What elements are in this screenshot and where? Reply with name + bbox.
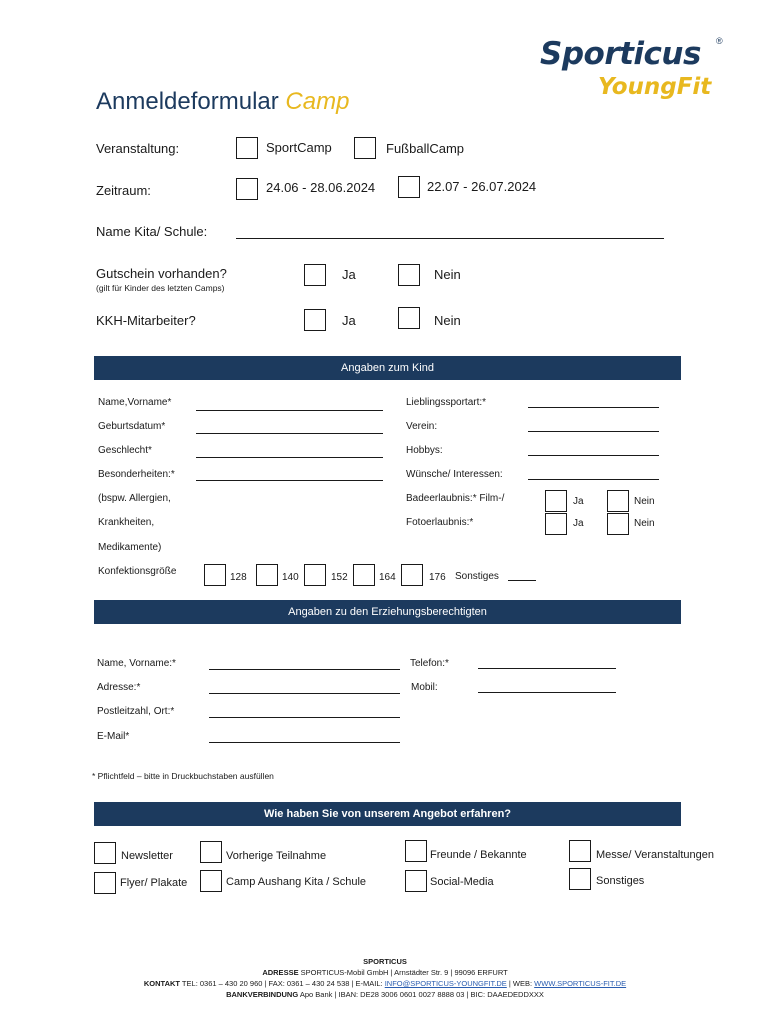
- swim-label: Badeerlaubnis:* Film-/: [406, 493, 505, 504]
- school-label: Name Kita/ Schule:: [96, 224, 208, 239]
- parent-zip-label: Postleitzahl, Ort:*: [97, 706, 175, 717]
- source-fair-checkbox[interactable]: [569, 840, 591, 862]
- event-label: Veranstaltung:: [96, 141, 180, 156]
- parent-address-label: Adresse:*: [97, 682, 141, 693]
- source-fair-label: Messe/ Veranstaltungen: [596, 849, 715, 861]
- parent-mobile-field[interactable]: [478, 692, 616, 693]
- parent-phone-field[interactable]: [478, 668, 616, 669]
- child-name-field[interactable]: [196, 410, 383, 411]
- child-hobbies-label: Hobbys:: [406, 445, 443, 456]
- child-wishes-field[interactable]: [528, 479, 659, 480]
- sportcamp-checkbox[interactable]: [236, 137, 258, 159]
- date2-checkbox[interactable]: [398, 176, 420, 198]
- title-main: Anmeldeformular: [96, 88, 286, 115]
- footer-address: SPORTICUS-Mobil GmbH | Arnstädter Str. 9 | 99096 ERFURT: [298, 968, 508, 977]
- size-140-label: 140: [282, 572, 299, 583]
- swim-no-label: Nein: [634, 496, 655, 507]
- parent-email-label: E-Mail*: [97, 731, 130, 742]
- school-field[interactable]: [236, 238, 664, 239]
- child-sport-label: Lieblingssportart:*: [406, 397, 487, 408]
- size-164-checkbox[interactable]: [353, 564, 375, 586]
- size-176-label: 176: [429, 572, 446, 583]
- source-other-label: Sonstiges: [596, 875, 645, 887]
- source-flyer-checkbox[interactable]: [94, 872, 116, 894]
- swim-yes-label: Ja: [573, 496, 584, 507]
- voucher-yes-checkbox[interactable]: [304, 264, 326, 286]
- source-friends-checkbox[interactable]: [405, 840, 427, 862]
- size-140-checkbox[interactable]: [256, 564, 278, 586]
- source-previous-checkbox[interactable]: [200, 841, 222, 863]
- source-social-checkbox[interactable]: [405, 870, 427, 892]
- child-birth-field[interactable]: [196, 433, 383, 434]
- swim-no-checkbox[interactable]: [607, 490, 629, 512]
- source-flyer-label: Flyer/ Plakate: [120, 877, 188, 889]
- child-special-hint-2: Krankheiten,: [98, 517, 155, 528]
- photo-yes-label: Ja: [573, 518, 584, 529]
- footer-contact-label: KONTAKT: [143, 979, 180, 988]
- size-128-checkbox[interactable]: [204, 564, 226, 586]
- photo-no-label: Nein: [634, 518, 655, 529]
- date1-label: 24.06 - 28.06.2024: [266, 180, 376, 195]
- kkh-yes-label: Ja: [342, 313, 356, 328]
- parent-name-field[interactable]: [209, 669, 400, 670]
- footer-contact: TEL: 0361 – 430 20 960 | FAX: 0361 – 430 24 538 | E-MAIL:: [179, 979, 385, 988]
- source-other-checkbox[interactable]: [569, 868, 591, 890]
- kkh-no-label: Nein: [434, 313, 461, 328]
- size-other-field[interactable]: [508, 580, 536, 581]
- child-section-header: Angaben zum Kind: [94, 356, 681, 380]
- voucher-yes-label: Ja: [342, 267, 356, 282]
- size-128-label: 128: [230, 572, 247, 583]
- parent-phone-label: Telefon:*: [410, 658, 449, 669]
- footer-email-link[interactable]: INFO@SPORTICUS-YOUNGFIT.DE: [384, 979, 507, 988]
- kkh-no-checkbox[interactable]: [398, 307, 420, 329]
- child-club-field[interactable]: [528, 431, 659, 432]
- parent-address-field[interactable]: [209, 693, 400, 694]
- photo-no-checkbox[interactable]: [607, 513, 629, 535]
- child-sport-field[interactable]: [528, 407, 659, 408]
- footer: [0, 956, 770, 1000]
- sportcamp-label: SportCamp: [266, 140, 332, 155]
- voucher-label: Gutschein vorhanden?: [96, 266, 227, 281]
- parent-section-header: Angaben zu den Erziehungsberechtigten: [94, 600, 681, 624]
- source-newsletter-label: Newsletter: [121, 850, 173, 862]
- source-previous-label: Vorherige Teilnahme: [226, 850, 327, 862]
- child-special-hint-3: Medikamente): [98, 542, 162, 553]
- footer-bank: Apo Bank | IBAN: DE28 3006 0601 0027 8888 03 | BIC: DAAEDEDDXXX: [298, 990, 544, 999]
- source-newsletter-checkbox[interactable]: [94, 842, 116, 864]
- photo-yes-checkbox[interactable]: [545, 513, 567, 535]
- source-notice-label: Camp Aushang Kita / Schule: [226, 876, 367, 888]
- fussballcamp-checkbox[interactable]: [354, 137, 376, 159]
- source-social-label: Social-Media: [430, 876, 494, 888]
- size-label: Konfektionsgröße: [98, 566, 177, 577]
- child-birth-label: Geburtsdatum*: [98, 421, 166, 432]
- footer-company: SPORTICUS: [363, 957, 407, 966]
- kkh-label: KKH-Mitarbeiter?: [96, 313, 196, 328]
- page-title: [96, 88, 349, 116]
- source-section-header: Wie haben Sie von unserem Angebot erfahren?: [94, 802, 681, 826]
- size-152-label: 152: [331, 572, 348, 583]
- footer-web-label: | WEB:: [506, 979, 535, 988]
- footer-web-link[interactable]: WWW.SPORTICUS-FIT.DE: [534, 979, 627, 988]
- parent-mobile-label: Mobil:: [411, 682, 438, 693]
- title-accent: Camp: [285, 88, 350, 115]
- size-176-checkbox[interactable]: [401, 564, 423, 586]
- logo-sub: YoungFit: [598, 74, 712, 100]
- voucher-no-checkbox[interactable]: [398, 264, 420, 286]
- parent-zip-field[interactable]: [209, 717, 400, 718]
- required-note: * Pflichtfeld – bitte in Druckbuchstaben ausfüllen: [92, 771, 274, 781]
- photo-label: Fotoerlaubnis:*: [406, 517, 474, 528]
- fussballcamp-label: FußballCamp: [386, 141, 465, 156]
- swim-yes-checkbox[interactable]: [545, 490, 567, 512]
- child-hobbies-field[interactable]: [528, 455, 659, 456]
- size-other-label: Sonstiges: [455, 571, 499, 582]
- child-name-label: Name,Vorname*: [98, 397, 172, 408]
- child-wishes-label: Wünsche/ Interessen:: [406, 469, 503, 480]
- date2-label: 22.07 - 26.07.2024: [427, 179, 537, 194]
- size-164-label: 164: [379, 572, 396, 583]
- voucher-no-label: Nein: [434, 267, 461, 282]
- voucher-note: (gilt für Kinder des letzten Camps): [96, 283, 225, 293]
- logo-brand: Sporticus: [540, 36, 701, 72]
- kkh-yes-checkbox[interactable]: [304, 309, 326, 331]
- logo-registered-mark: ®: [716, 36, 723, 46]
- source-notice-checkbox[interactable]: [200, 870, 222, 892]
- child-special-field[interactable]: [196, 480, 383, 481]
- period-label: Zeitraum:: [96, 183, 151, 198]
- source-friends-label: Freunde / Bekannte: [430, 849, 527, 861]
- size-152-checkbox[interactable]: [304, 564, 326, 586]
- child-special-hint-1: (bspw. Allergien,: [98, 493, 171, 504]
- child-special-label: Besonderheiten:*: [98, 469, 175, 480]
- date1-checkbox[interactable]: [236, 178, 258, 200]
- child-gender-label: Geschlecht*: [98, 445, 152, 456]
- child-gender-field[interactable]: [196, 457, 383, 458]
- footer-address-label: ADRESSE: [262, 968, 299, 977]
- footer-bank-label: BANKVERBINDUNG: [226, 990, 299, 999]
- child-club-label: Verein:: [406, 421, 438, 432]
- logo: [540, 36, 730, 106]
- parent-name-label: Name, Vorname:*: [97, 658, 176, 669]
- parent-email-field[interactable]: [209, 742, 400, 743]
